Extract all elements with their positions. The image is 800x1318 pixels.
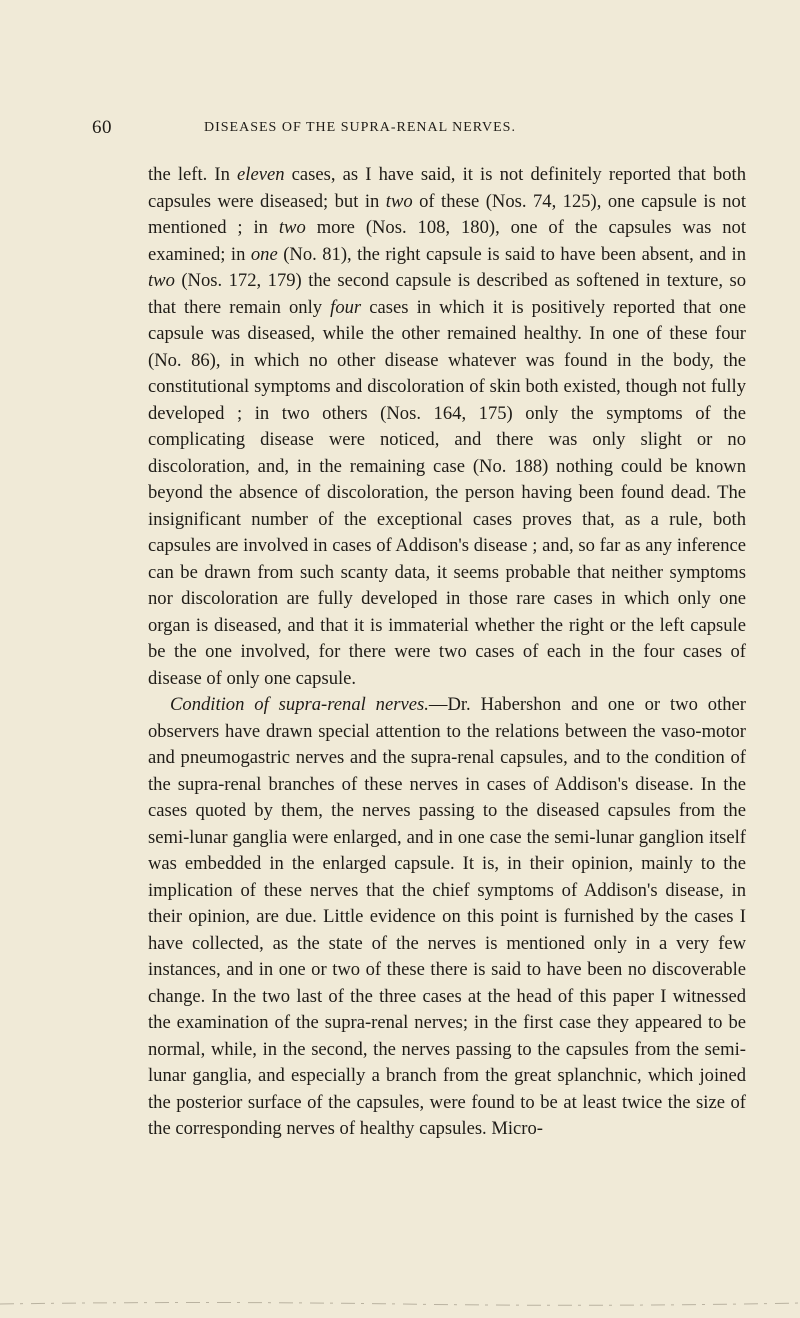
page-edge-shadow — [0, 1298, 800, 1308]
text-run: (No. 81), the right capsule is said to have been absent, and in — [277, 243, 746, 265]
italic-run: one — [250, 243, 278, 265]
paragraph-addison-capsules — [148, 162, 746, 692]
running-head — [92, 117, 712, 141]
text-run: more (Nos. 108, 180), one of the capsules was not examined; in — [148, 217, 746, 265]
text-run: the left. In — [148, 164, 238, 185]
page-number: 60 — [92, 117, 112, 138]
text-run: of these (Nos. 74, 125), one capsule is not mentioned ; in — [148, 190, 746, 238]
section-heading: Condition of supra-renal nerves. — [170, 694, 429, 715]
text-run: cases, as I have said, it is not definitely reported that both capsules were diseased; but in — [148, 164, 746, 212]
body-text — [148, 162, 746, 1143]
text-run: (Nos. 172, 179) the second capsule is described as softened in texture, so that there remain only — [148, 270, 746, 318]
text-run: —Dr. Habershon and one or two other observers have drawn special attention to the relations between the vaso-motor and pneumogastric nerves and the supra-renal capsules, and to the condition of the supra-renal branches of these nerves in cases of Addison's disease. In the cases quoted by them, the nerves passing to the diseased capsules from the semi-lunar ganglia were enlarged, and in one case the semi-lunar ganglion itself was embedded in the enlarged capsule. It is, in their opinion, mainly to the implication of these nerves that the chief symptoms of Addison's disease, in their opinion, are due. Little evidence on this point is furnished by the cases I have collected, as the state of the nerves is mentioned only in a very few instances, and in one or two of these there is said to have been no discoverable change. In the two last of the three cases at the head of this paper I witnessed the examination of the supra-renal nerves; in the first case they appeared to be normal, while, in the second, the nerves passing to the capsules from the semi-lunar ganglia, and especially a branch from the great splanchnic, which joined the posterior surface of the capsules, were found to be at least twice the size of the corresponding nerves of healthy capsules. Micro- — [148, 694, 746, 1139]
italic-run: two — [385, 190, 413, 212]
italic-run: two — [278, 217, 306, 238]
running-title: DISEASES OF THE SUPRA-RENAL NERVES. — [204, 120, 516, 135]
italic-run: two — [148, 270, 175, 291]
paragraph-supra-renal-nerves — [148, 692, 746, 1143]
text-run: cases in which it is positively reported that one capsule was diseased, while the other remained healthy. In one of these four (No. 86), in which no other disease whatever was found in the body, the constitutional symptoms and discoloration of skin both existed, though not fully developed ; in two others (Nos. 164, 175) only the symptoms of the complicating disease were noticed, and there was only slight or no discoloration, and, in the remaining case (No. 188) nothing could be known beyond the absence of discoloration, the person having been found dead. The insignificant number of the exceptional cases proves that, as a rule, both capsules are involved in cases of Addison's disease ; and, so far as any inference can be drawn from such scanty data, it seems probable that neither symptoms nor discoloration are fully developed in those rare cases in which only one organ is diseased, and that it is immaterial whether the right or the left capsule be the one involved, for there were two cases of each in the four cases of disease of only one capsule. — [148, 296, 746, 689]
italic-run: eleven — [237, 164, 285, 185]
italic-run: four — [330, 296, 362, 318]
